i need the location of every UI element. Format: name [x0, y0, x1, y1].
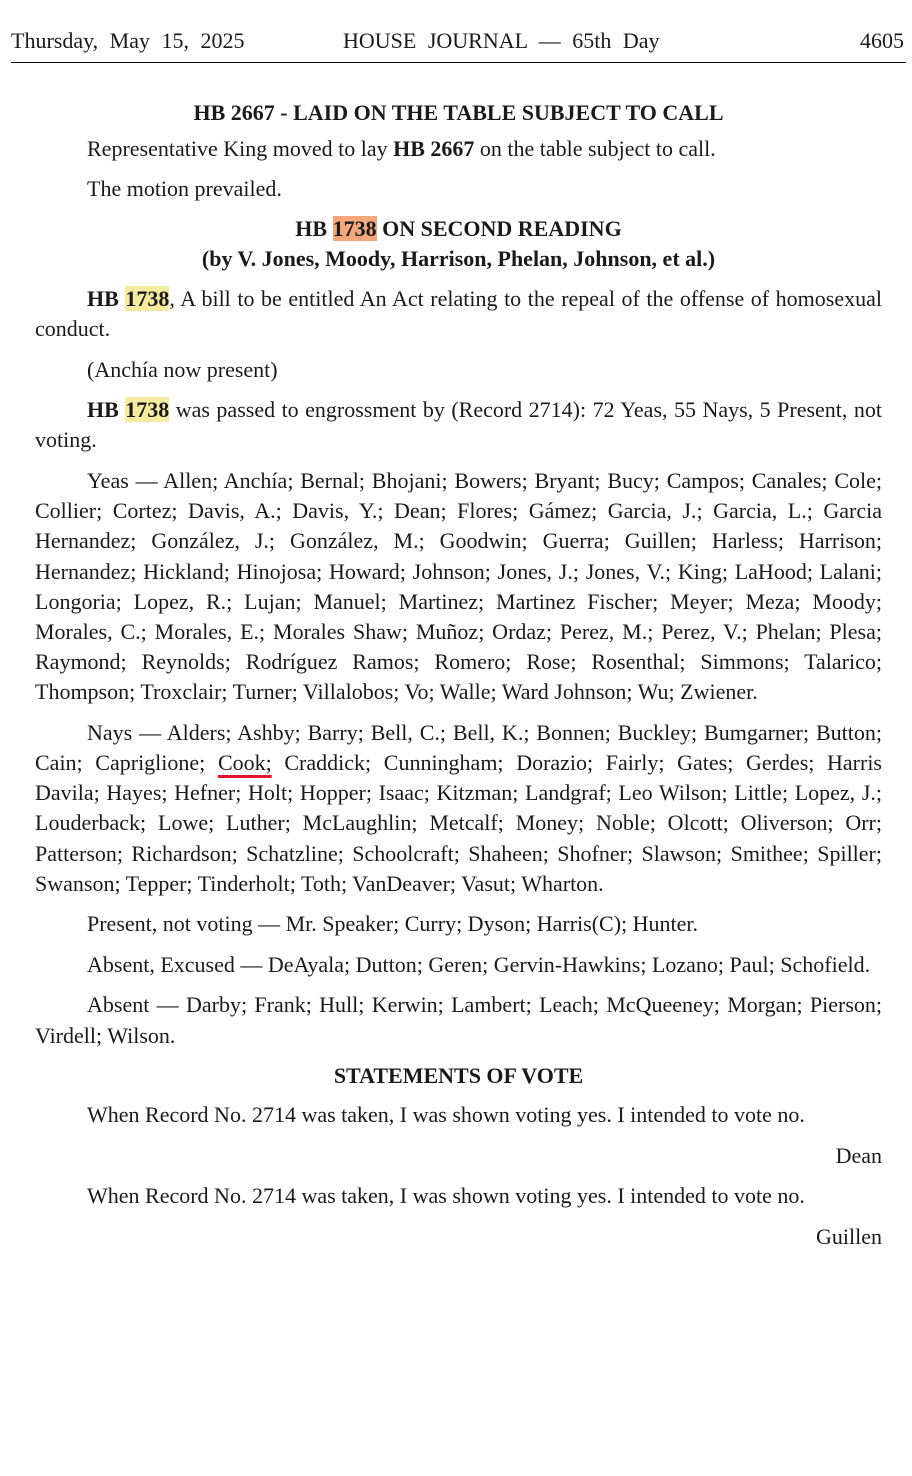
journal-body [35, 98, 882, 1262]
bill-number: HB 2667 [393, 136, 475, 162]
motion-text: Representative King moved to lay [87, 136, 394, 162]
statement-2-signature: Guillen [816, 1223, 882, 1249]
yeas-list: Yeas — Allen; Anchía; Bernal; Bhojani; Bowers; Bryant; Bucy; Campos; Canales; Cole; Collier; Cortez; Davis, A.; Davis, Y.; Dean; Flores; Gámez; Garcia, J.; Garcia, L.; Garcia Hernandez; González, J.; González, M.; Goodwin; Guerra; Guillen; Harless; Harrison; Hernandez; Hickland; Hinojosa; Howard; Johnson; Jones, J.; Jones, V.; King; LaHood; Lalani; Longoria; Lopez, R.; Lujan; Manuel; Martinez; Martinez Fischer; Meyer; Meza; Moody; Morales, C.; Morales, E.; Morales Shaw; Muñoz; Ordaz; Perez, M.; Perez, V.; Phelan; Plesa; Raymond; Reynolds; Rodríguez Ramos; Romero; Rose; Rosenthal; Simmons; Talarico; Thompson; Troxclair; Turner; Villalobos; Vo; Walle; Ward Johnson; Wu; Zwiener. [35, 467, 882, 705]
statements-heading: STATEMENTS OF VOTE [333, 1063, 584, 1089]
page-header [11, 24, 906, 63]
header-date: Thursday, May 15, 2025 [11, 28, 245, 53]
statement-2: When Record No. 2714 was taken, I was shown voting yes. I intended to vote no. [87, 1183, 805, 1209]
present-not-voting-list: Present, not voting — Mr. Speaker; Curry; Dyson; Harris(C); Hunter. [87, 911, 699, 937]
bill-prefix: HB [87, 397, 126, 423]
caption-text: , A bill to be entitled An Act relating to the repeal of the offense of homosexual conduct. [35, 286, 882, 342]
attendance-note: (Anchía now present) [87, 356, 278, 382]
header-title: HOUSE JOURNAL — 65th Day [343, 28, 660, 53]
motion-result: The motion prevailed. [87, 176, 282, 202]
motion-paragraph [35, 134, 882, 164]
bill-prefix: HB [87, 286, 126, 312]
marked-name: Cook; [217, 750, 272, 776]
passed-text: was passed to engrossment by (Record 2714): 72 Yeas, 55 Nays, 5 Present, not voting. [35, 397, 882, 453]
heading-suffix: ON SECOND READING [376, 215, 622, 241]
nays-text-end: Craddick; Cunningham; Dorazio; Fairly; Gates; Gerdes; Harris Davila; Hayes; Hefner; Holt; Hopper; Isaac; Kitzman; Landgraf; Leo Wilson; Little; Lopez, J.; Louderback; Lowe; Luther; McLaughlin; Metcalf; Money; Noble; Olcott; Oliverson; Orr; Patterson; Richardson; Schatzline; Schoolcraft; Shaheen; Shofner; Slawson; Smithee; Spiller; Swanson; Tepper; Tinderholt; Toth; VanDeaver; Vasut; Wharton. [35, 750, 882, 896]
section-subheading-authors: (by V. Jones, Moody, Harrison, Phelan, Johnson, et al.) [201, 245, 716, 271]
highlighted-bill-number: 1738 [332, 215, 377, 241]
engrossment-result [35, 395, 882, 455]
absent-list: Absent — Darby; Frank; Hull; Kerwin; Lambert; Leach; McQueeney; Morgan; Pierson; Virdell; Wilson. [35, 992, 882, 1048]
heading-prefix: HB [295, 215, 333, 241]
section-heading-hb1738 [35, 214, 882, 244]
section-heading-hb2667: HB 2667 - LAID ON THE TABLE SUBJECT TO CALL [193, 100, 724, 125]
highlighted-bill-number: 1738 [125, 286, 170, 312]
bill-caption [35, 284, 882, 344]
absent-excused-list: Absent, Excused — DeAyala; Dutton; Geren; Gervin-Hawkins; Lozano; Paul; Schofield. [87, 951, 871, 977]
header-page-number: 4605 [860, 28, 904, 53]
motion-text-end: on the table subject to call. [474, 136, 716, 162]
nays-list [35, 718, 882, 899]
statement-1-signature: Dean [835, 1142, 882, 1168]
highlighted-bill-number: 1738 [125, 397, 170, 423]
statement-1: When Record No. 2714 was taken, I was shown voting yes. I intended to vote no. [87, 1102, 805, 1128]
nays-text: Nays — Alders; Ashby; Barry; Bell, C.; Bell, K.; Bonnen; Buckley; Bumgarner; Button; Cain; Capriglione; [35, 719, 882, 776]
